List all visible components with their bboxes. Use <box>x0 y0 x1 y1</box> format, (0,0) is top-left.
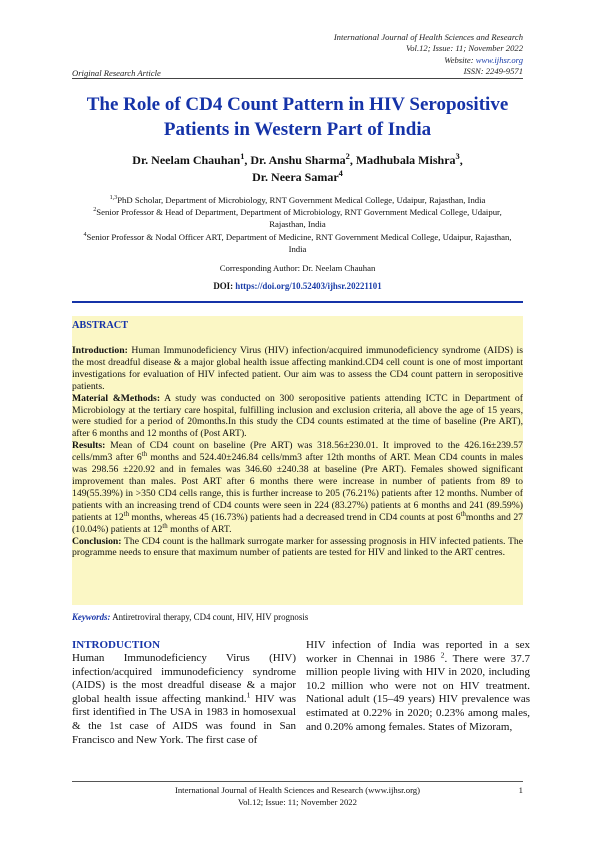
author-2: Dr. Anshu Sharma <box>250 153 346 167</box>
intro-label: Introduction: <box>72 345 128 356</box>
affiliation-2 <box>78 206 517 230</box>
website-link[interactable]: www.ijhsr.org <box>475 54 523 65</box>
methods-text: A study was conducted on 300 seropositive patients attending ICTC in Department of Microbiology at the tertiary care hospital, fulfilling inclusion and exclusion criteria, all above the age of 15 years, were studied for a period of 20months.In this study the CD4 counts estimated at the time of baseline (Pre ART), after 6 months and 12 months of (Post ART). <box>72 392 523 440</box>
header-divider <box>72 78 523 79</box>
journal-website <box>223 55 523 66</box>
journal-name: International Journal of Health Sciences and Research <box>333 32 523 42</box>
journal-volume: Vol.12; Issue: 11; November 2022 <box>405 43 523 54</box>
doi-divider <box>72 301 523 303</box>
footer-journal: International Journal of Health Sciences and Research (www.ijhsr.org) <box>174 785 421 795</box>
results-sup-4: th <box>162 522 168 530</box>
introduction-heading: INTRODUCTION <box>72 639 161 651</box>
results-text-2: months and 524.40±246.84 cells/mm3 after 12th months of ART. Mean CD4 counts in males was 298.56 ±220.92 and in females was 346.60 ±240.38 at baseline (Pre ART). Females showed significant improvement than males. Post ART after 6 months there were increase in number of patients from 89 to 149(55.39%) in >350 CD4 cells range, this is further increase to 205 (76.21%) patients after 12 months. Number of patients with an increasing trend of CD4 counts were seen in 224 (83.27%) patients at 6 months and 241 (89.59%) patients at 12 <box>72 452 523 523</box>
author-1-sup: 1 <box>240 152 245 161</box>
doi-line <box>72 281 523 291</box>
intro-col2-text-2: . There were 37.7 million people living with HIV in 2020, including 10.2 million who were not on HIV treatment. National adult (15–49 years) HIV prevalence was estimated at 0.22% in 2020; 0.23% among males, and 0.20% among females. States of Mizoram, <box>306 652 530 733</box>
affiliation-2-sup: 2 <box>93 207 97 214</box>
intro-col2-sup: 2 <box>440 649 445 659</box>
footer-divider <box>72 781 523 782</box>
footer-volume: Vol.12; Issue: 11; November 2022 <box>238 796 357 807</box>
doi-label: DOI: <box>213 281 236 291</box>
author-3: Madhubala Mishra <box>355 153 456 167</box>
affiliation-1-3 <box>78 194 517 206</box>
journal-header <box>223 32 523 78</box>
affiliation-2-text: Senior Professor & Head of Department, Department of Microbiology, RNT Government Medical College, Udaipur, Rajasthan, India <box>96 207 502 230</box>
affiliation-4-text: Senior Professor & Nodal Officer ART, Department of Medicine, RNT Government Medical College, Udaipur, Rajasthan, India <box>86 231 512 254</box>
keywords-label: Keywords: <box>72 612 111 622</box>
results-text-3: months, whereas 45 (16.73%) patients had a decreased trend in CD4 counts at post 6 <box>129 511 461 523</box>
keywords-text: Antiretroviral therapy, CD4 count, HIV, HIV prognosis <box>110 612 309 622</box>
keywords <box>72 612 308 622</box>
abstract-heading: ABSTRACT <box>72 320 129 331</box>
affiliation-4 <box>78 231 517 255</box>
doi-link[interactable]: https://doi.org/10.52403/ijhsr.20221101 <box>235 281 382 291</box>
introduction-paragraph-2 <box>306 639 530 734</box>
author-4: Dr. Neera Samar <box>252 170 339 184</box>
intro-col2-text-1: HIV infection of India was reported in a sex worker in Chennai in 1986 <box>306 639 530 665</box>
affiliation-1-3-sup: 1,3 <box>109 195 118 202</box>
results-sup-3: th <box>460 510 466 518</box>
body-column-2 <box>306 639 530 734</box>
abstract-conclusion <box>72 536 523 560</box>
intro-text: Human Immunodeficiency Virus (HIV) infection/acquired immunodeficiency syndrome (AIDS) is the most dreadful disease & a major global health issue affecting mankind.CD4 cell count is one of most important investigations for evaluation of HIV infected patient. Our aim was to assess the CD4 count pattern in seropositive patients. <box>72 345 523 392</box>
introduction-paragraph-1 <box>72 652 296 747</box>
corresponding-author: Corresponding Author: Dr. Neelam Chauhan <box>219 263 376 273</box>
paper-title: The Role of CD4 Count Pattern in HIV Seropositive Patients in Western Part of India <box>86 94 509 140</box>
methods-label: Material &Methods: <box>72 392 161 404</box>
results-label: Results: <box>72 440 106 452</box>
abstract-box <box>72 316 523 605</box>
author-2-sup: 2 <box>345 152 350 161</box>
body-column-1 <box>72 639 296 747</box>
affiliation-4-sup: 4 <box>83 231 87 238</box>
abstract-introduction <box>72 345 523 393</box>
conclusion-label: Conclusion: <box>72 535 122 547</box>
results-text-4: months and 27 (10.04%) patients at 12 <box>72 511 524 535</box>
journal-issn: ISSN: 2249-9571 <box>463 66 523 77</box>
intro-col1-text-2: HIV was first identified in The USA in 1983 in homosexual & the 1st case of AIDS was found in San Francisco and New York. The first case of <box>72 692 296 746</box>
affiliations <box>78 194 517 255</box>
author-4-sup: 4 <box>338 169 343 178</box>
results-text-5: months of ART. <box>167 523 232 535</box>
page-number: 1 <box>518 785 523 795</box>
conclusion-text: The CD4 count is the hallmark surrogate marker for assessing prognosis in HIV infected patients. The programme needs to ensure that maximum number of patients are tested for HIV and linked to the ART centres. <box>72 535 523 559</box>
author-3-sup: 3 <box>455 152 460 161</box>
intro-col1-sup: 1 <box>246 690 251 700</box>
article-type: Original Research Article <box>72 68 161 78</box>
abstract-methods <box>72 393 523 441</box>
website-label: Website: <box>444 54 476 65</box>
author-list: Dr. Neelam Chauhan$^1$, Dr. Anshu Sharma$^2$, Madhubala Mishra$^3$, Dr. Neera Samar$^4$ <box>132 152 463 184</box>
intro-col1-text-1: Human Immunodeficiency Virus (HIV) infection/acquired immunodeficiency syndrome (AIDS) is the most dreadful disease & a major global health issue affecting mankind. <box>72 652 296 705</box>
author-1: Dr. Neelam Chauhan <box>132 153 241 167</box>
results-text-1: Mean of CD4 count on baseline (Pre ART) was 318.56±230.01. It improved to the 426.16±239.57 cells/mm3 after 6 <box>72 440 523 464</box>
results-sup-2: th <box>123 510 130 518</box>
results-sup-1: th <box>141 450 147 458</box>
affiliation-1-3-text: PhD Scholar, Department of Microbiology, RNT Government Medical College, Udaipur, Rajasthan, India <box>117 195 486 205</box>
page-footer <box>72 785 523 808</box>
abstract-results <box>72 440 523 535</box>
